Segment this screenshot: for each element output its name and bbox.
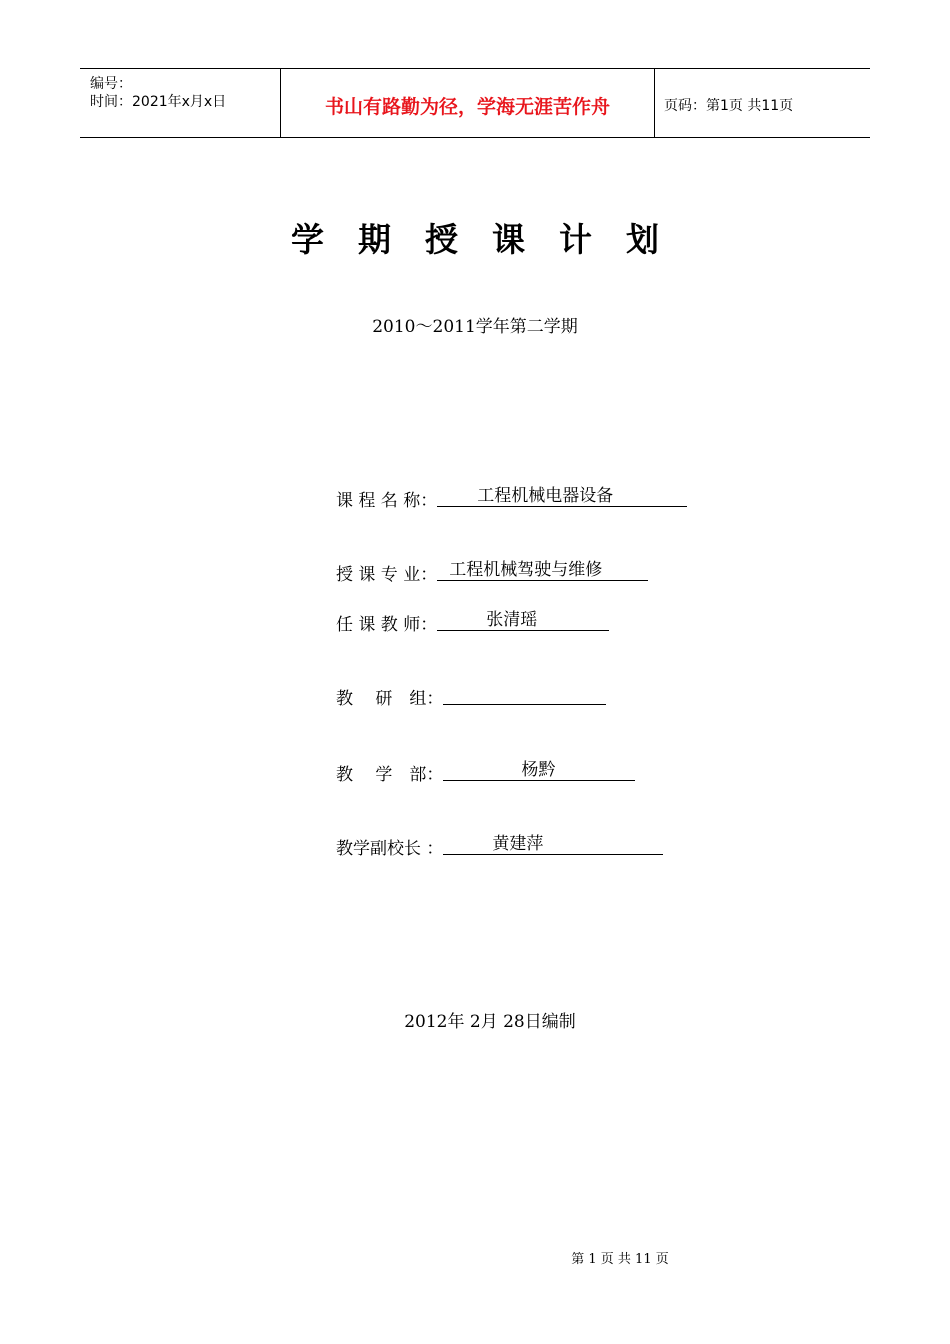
field-label: 教学副校长 ： <box>336 839 444 859</box>
field-label: 任 课 教 师： <box>336 615 438 635</box>
motto-text: 书山有路勤为径，学海无涯苦作舟 <box>324 96 610 118</box>
field-value: 工程机械驾驶与维修 <box>437 560 648 581</box>
field-value: 黄建萍 <box>443 834 663 855</box>
field-major <box>336 560 648 585</box>
field-value: 工程机械电器设备 <box>437 486 687 507</box>
document-title: 学期授课计划 <box>291 220 693 259</box>
field-value: 杨黔 <box>443 760 635 781</box>
field-research-group <box>336 684 606 709</box>
field-course-name <box>336 486 687 511</box>
time-label: 时间：2021年x月x日 <box>90 94 227 110</box>
field-teacher <box>336 610 609 635</box>
field-label: 课 程 名 称： <box>336 491 438 511</box>
field-value: 张清瑶 <box>437 610 609 631</box>
header-meta-cell <box>80 69 281 137</box>
field-label: 教 研 组： <box>336 689 444 709</box>
header-motto-cell <box>281 69 655 137</box>
field-value <box>443 684 606 705</box>
field-label: 教 学 部： <box>336 765 444 785</box>
page-footer: 第 1 页 共 11 页 <box>571 1252 669 1267</box>
field-teaching-dept <box>336 760 635 785</box>
field-vice-principal <box>336 834 663 859</box>
compile-date: 2012年 2月 28日编制 <box>404 1012 576 1032</box>
header-page-info: 页码：第1页 共11页 <box>664 98 794 114</box>
page-header <box>80 68 870 138</box>
number-label: 编号： <box>90 76 132 92</box>
header-page-cell <box>655 69 870 137</box>
academic-term: 2010～2011学年第二学期 <box>372 317 578 337</box>
field-label: 授 课 专 业： <box>336 565 438 585</box>
